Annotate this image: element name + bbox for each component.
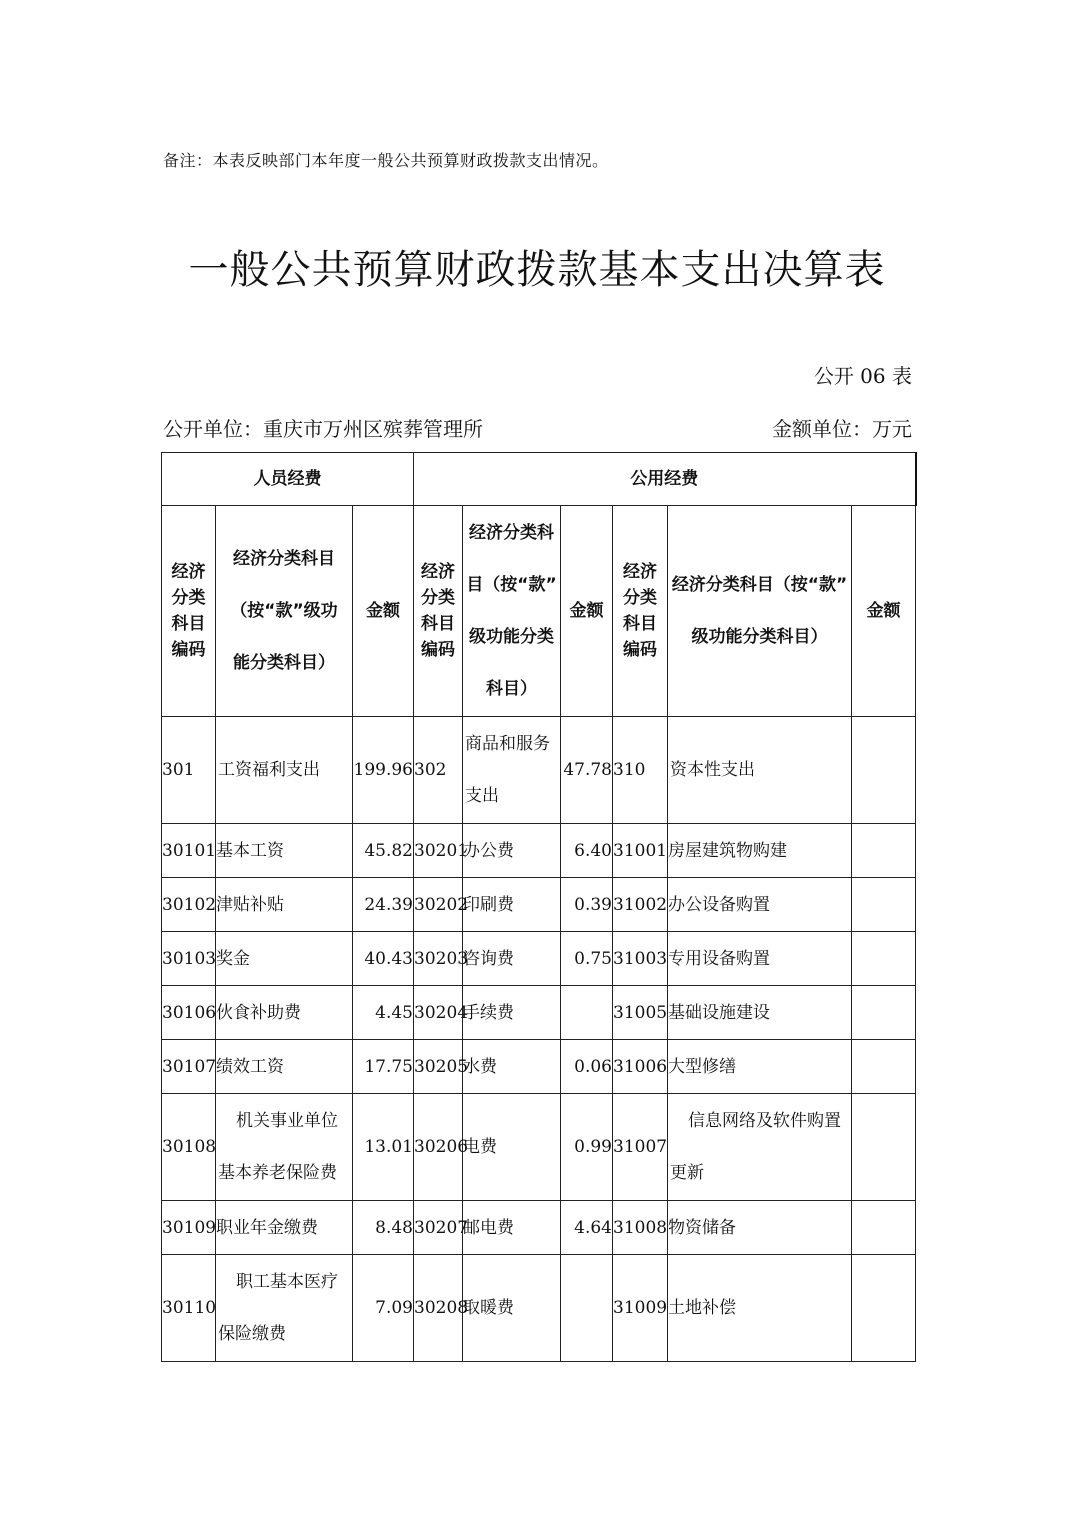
table-row [162, 932, 916, 986]
amount-cell: 0.39 [561, 878, 613, 932]
code-cell: 310 [613, 717, 668, 824]
code-cell: 31006 [613, 1040, 668, 1094]
name-cell: 土地补偿 [668, 1255, 852, 1362]
code-cell: 30205 [414, 1040, 463, 1094]
name-cell: 印刷费 [463, 878, 561, 932]
table-row [162, 1255, 916, 1362]
header-name-3: 经济分类科目（按“款” 级功能分类科目） [668, 506, 852, 717]
amount-cell: 24.39 [353, 878, 414, 932]
code-cell: 30203 [414, 932, 463, 986]
amount-cell [561, 986, 613, 1040]
name-cell: 基础设施建设 [668, 986, 852, 1040]
amount-cell: 45.82 [353, 824, 414, 878]
amount-cell [852, 878, 916, 932]
name-cell: 职业年金缴费 [216, 1201, 353, 1255]
table-row [162, 1094, 916, 1201]
table-row [162, 878, 916, 932]
name-cell: 水费 [463, 1040, 561, 1094]
amount-cell: 13.01 [353, 1094, 414, 1201]
code-cell: 30108 [162, 1094, 216, 1201]
code-cell: 30109 [162, 1201, 216, 1255]
table-row [162, 1040, 916, 1094]
code-cell: 31009 [613, 1255, 668, 1362]
table-row [162, 1201, 916, 1255]
table-row [162, 717, 916, 824]
code-cell: 301 [162, 717, 216, 824]
amount-cell: 6.40 [561, 824, 613, 878]
table-row [162, 986, 916, 1040]
name-cell: 津贴补贴 [216, 878, 353, 932]
amount-cell: 0.06 [561, 1040, 613, 1094]
code-cell: 30208 [414, 1255, 463, 1362]
code-cell: 31005 [613, 986, 668, 1040]
section-public: 公用经费 [414, 453, 916, 506]
header-code-2: 经济 分类 科目 编码 [414, 506, 463, 717]
code-cell: 31008 [613, 1201, 668, 1255]
amount-cell: 4.45 [353, 986, 414, 1040]
amount-cell [852, 1201, 916, 1255]
code-cell: 31007 [613, 1094, 668, 1201]
name-cell: 房屋建筑物购建 [668, 824, 852, 878]
header-code-1: 经济 分类 科目 编码 [162, 506, 216, 717]
code-cell: 30102 [162, 878, 216, 932]
amount-cell: 17.75 [353, 1040, 414, 1094]
name-cell: 专用设备购置 [668, 932, 852, 986]
name-cell: 资本性支出 [668, 717, 852, 824]
name-cell: 机关事业单位 基本养老保险费 [216, 1094, 353, 1201]
amount-cell: 40.43 [353, 932, 414, 986]
name-cell: 办公费 [463, 824, 561, 878]
code-cell: 31002 [613, 878, 668, 932]
name-cell: 伙食补助费 [216, 986, 353, 1040]
code-cell: 30106 [162, 986, 216, 1040]
amount-cell: 4.64 [561, 1201, 613, 1255]
name-cell: 商品和服务支出 [463, 717, 561, 824]
amount-cell [852, 824, 916, 878]
amount-cell: 0.75 [561, 932, 613, 986]
section-personnel: 人员经费 [162, 453, 414, 506]
amount-cell: 47.78 [561, 717, 613, 824]
code-cell: 302 [414, 717, 463, 824]
amount-cell [852, 717, 916, 824]
name-cell: 邮电费 [463, 1201, 561, 1255]
table-note: 备注：本表反映部门本年度一般公共预算财政拨款支出情况。 [163, 151, 609, 170]
header-amount-1: 金额 [353, 506, 414, 717]
header-code-3: 经济 分类 科目 编码 [613, 506, 668, 717]
name-cell: 物资储备 [668, 1201, 852, 1255]
header-amount-3: 金额 [852, 506, 916, 717]
amount-cell [852, 932, 916, 986]
form-number: 公开 06 表 [813, 364, 912, 388]
code-cell: 30204 [414, 986, 463, 1040]
code-cell: 30110 [162, 1255, 216, 1362]
header-amount-2: 金额 [561, 506, 613, 717]
amount-cell [852, 986, 916, 1040]
name-cell: 办公设备购置 [668, 878, 852, 932]
name-cell: 取暖费 [463, 1255, 561, 1362]
name-cell: 职工基本医疗 保险缴费 [216, 1255, 353, 1362]
name-cell: 大型修缮 [668, 1040, 852, 1094]
name-cell: 手续费 [463, 986, 561, 1040]
code-cell: 30202 [414, 878, 463, 932]
name-cell: 电费 [463, 1094, 561, 1201]
code-cell: 30206 [414, 1094, 463, 1201]
amount-cell [852, 1255, 916, 1362]
amount-cell: 8.48 [353, 1201, 414, 1255]
amount-cell: 199.96 [353, 717, 414, 824]
code-cell: 30103 [162, 932, 216, 986]
reporting-unit: 公开单位：重庆市万州区殡葬管理所 [163, 417, 483, 441]
amount-cell [852, 1040, 916, 1094]
code-cell: 31001 [613, 824, 668, 878]
amount-cell: 7.09 [353, 1255, 414, 1362]
expenditure-table [161, 452, 917, 1362]
header-name-2: 经济分类科 目（按“款” 级功能分类 科目） [463, 506, 561, 717]
amount-unit: 金额单位：万元 [772, 417, 912, 441]
amount-cell: 0.99 [561, 1094, 613, 1201]
code-cell: 30201 [414, 824, 463, 878]
table-row [162, 824, 916, 878]
name-cell: 基本工资 [216, 824, 353, 878]
code-cell: 30101 [162, 824, 216, 878]
amount-cell [561, 1255, 613, 1362]
page-title: 一般公共预算财政拨款基本支出决算表 [188, 247, 886, 293]
code-cell: 30207 [414, 1201, 463, 1255]
code-cell: 30107 [162, 1040, 216, 1094]
code-cell: 31003 [613, 932, 668, 986]
amount-cell [852, 1094, 916, 1201]
header-name-1: 经济分类科目 （按“款”级功 能分类科目） [216, 506, 353, 717]
name-cell: 奖金 [216, 932, 353, 986]
name-cell: 咨询费 [463, 932, 561, 986]
name-cell: 绩效工资 [216, 1040, 353, 1094]
name-cell: 工资福利支出 [216, 717, 353, 824]
name-cell: 信息网络及软件购置 更新 [668, 1094, 852, 1201]
